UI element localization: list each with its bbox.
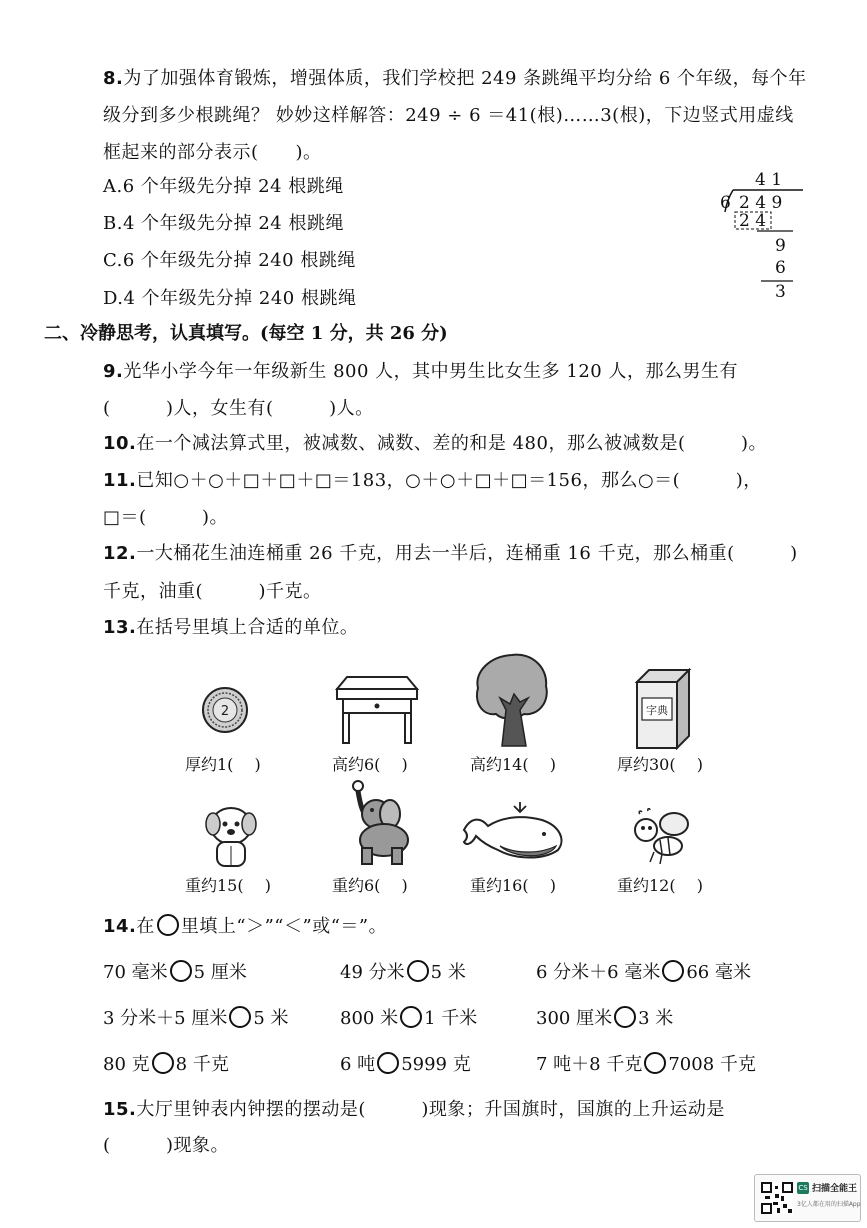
q15-line2: ( )现象。 (103, 1135, 230, 1156)
q13-caption-7: 重约16( ) (470, 876, 556, 895)
comparison-left: 70 毫米 (103, 962, 168, 983)
q14-line1: 14.在 里填上“＞”“＜”或“＝”。 (103, 916, 388, 937)
coin-icon (200, 685, 250, 735)
q11-line2: □＝( )。 (103, 507, 229, 528)
comparison-item (340, 1004, 477, 1030)
q13-caption-1: 厚约1( ) (185, 755, 261, 774)
division-step2: 9 (775, 236, 786, 256)
division-quotient: 4 1 (755, 170, 783, 190)
tree-icon (472, 650, 552, 750)
comparison-right: 8 千克 (175, 1054, 229, 1075)
watermark-subtitle: 3亿人都在用的扫描App (797, 1201, 861, 1208)
q13-caption-2: 高约6( ) (332, 755, 408, 774)
comparison-right: 5 厘米 (193, 962, 247, 983)
answer-circle[interactable] (400, 1006, 422, 1028)
q8-line3: 框起来的部分表示( )。 (103, 142, 322, 163)
comparison-right: 3 米 (638, 1008, 674, 1029)
answer-circle[interactable] (377, 1052, 399, 1074)
division-dividend: 2 4 9 (739, 193, 783, 213)
q12-line2: 千克，油重( )千克。 (103, 581, 322, 602)
q8-line2: 级分到多少根跳绳？ 妙妙这样解答：249 ÷ 6 ＝41(根)……3(根)，下边竖式用虚线 (103, 105, 794, 126)
q13-line1: 13.在括号里填上合适的单位。 (103, 617, 359, 638)
comparison-left: 300 厘米 (536, 1008, 613, 1029)
answer-circle[interactable] (644, 1052, 666, 1074)
whale-icon (460, 800, 570, 862)
comparison-item (103, 958, 247, 984)
comparison-right: 5 米 (253, 1008, 289, 1029)
comparison-left: 49 分米 (340, 962, 405, 983)
q8-option-b[interactable]: B.4 个年级先分掉 24 根跳绳 (103, 213, 344, 234)
comparison-left: 800 米 (340, 1008, 399, 1029)
comparison-right: 66 毫米 (686, 962, 751, 983)
division-divisor: 6 (720, 193, 731, 213)
division-step3: 6 (775, 258, 786, 278)
q8-number: 8. (103, 68, 124, 89)
q13-caption-8: 重约12( ) (617, 876, 703, 895)
comparison-item (340, 1050, 471, 1076)
q8-option-d[interactable]: D.4 个年级先分掉 240 根跳绳 (103, 288, 357, 309)
comparison-right: 1 千米 (424, 1008, 478, 1029)
q13-caption-4: 厚约30( ) (617, 755, 703, 774)
answer-circle[interactable] (229, 1006, 251, 1028)
compare-circle-icon (157, 914, 179, 936)
answer-circle[interactable] (170, 960, 192, 982)
q15-line1: 15.大厅里钟表内钟摆的摆动是( )现象；升国旗时，国旗的上升运动是 (103, 1099, 725, 1120)
bee-icon (632, 808, 696, 866)
q9-line1: 9.光华小学今年一年级新生 800 人，其中男生比女生多 120 人，那么男生有 (103, 361, 738, 382)
q8-line1: 8.为了加强体育锻炼，增强体质，我们学校把 249 条跳绳平均分给 6 个年级，每个年 (103, 68, 807, 89)
comparison-item (536, 1050, 756, 1076)
elephant-icon (340, 778, 412, 868)
scanner-watermark (754, 1174, 861, 1222)
comparison-item (103, 1050, 229, 1076)
comparison-left: 80 克 (103, 1054, 150, 1075)
comparison-left: 7 吨＋8 千克 (536, 1054, 643, 1075)
camscanner-logo: CS (798, 1184, 808, 1192)
table-icon (335, 675, 420, 745)
svg-text:2: 2 (220, 704, 230, 719)
comparison-left: 6 吨 (340, 1054, 376, 1075)
svg-text:字典: 字典 (646, 704, 668, 717)
comparison-item (536, 1004, 673, 1030)
q13-caption-6: 重约6( ) (332, 876, 408, 895)
comparison-left: 6 分米＋6 毫米 (536, 962, 661, 983)
comparison-left: 3 分米＋5 厘米 (103, 1008, 228, 1029)
q12-line1: 12.一大桶花生油连桶重 26 千克，用去一半后，连桶重 16 千克，那么桶重( ) (103, 543, 798, 564)
comparison-item (340, 958, 466, 984)
division-remainder: 3 (775, 282, 786, 302)
q10-line1: 10.在一个减法算式里，被减数、减数、差的和是 480，那么被减数是( )。 (103, 433, 768, 454)
watermark-title: 扫描全能王 (812, 1184, 858, 1194)
section2-title: 二、冷静思考，认真填写。(每空 1 分，共 26 分) (44, 323, 448, 344)
q8-option-a[interactable]: A.6 个年级先分掉 24 根跳绳 (103, 176, 344, 197)
dictionary-icon (633, 668, 693, 750)
comparison-item (103, 1004, 289, 1030)
q9-line2: ( )人，女生有( )人。 (103, 398, 374, 419)
q13-caption-5: 重约15( ) (185, 876, 271, 895)
q11-line1: 11.已知○＋○＋□＋□＋□＝183，○＋○＋□＋□＝156，那么○＝( )， (103, 470, 762, 491)
long-division (715, 168, 805, 303)
qr-code-icon (761, 1182, 793, 1214)
comparison-right: 7008 千克 (668, 1054, 756, 1075)
puppy-icon (203, 800, 259, 870)
comparison-right: 5 米 (430, 962, 466, 983)
q13-caption-3: 高约14( ) (470, 755, 556, 774)
comparison-right: 5999 克 (401, 1054, 471, 1075)
answer-circle[interactable] (662, 960, 684, 982)
comparison-item (536, 958, 751, 984)
answer-circle[interactable] (614, 1006, 636, 1028)
division-step1: 2 4 (739, 211, 767, 231)
answer-circle[interactable] (407, 960, 429, 982)
q8-option-c[interactable]: C.6 个年级先分掉 240 根跳绳 (103, 250, 356, 271)
answer-circle[interactable] (152, 1052, 174, 1074)
